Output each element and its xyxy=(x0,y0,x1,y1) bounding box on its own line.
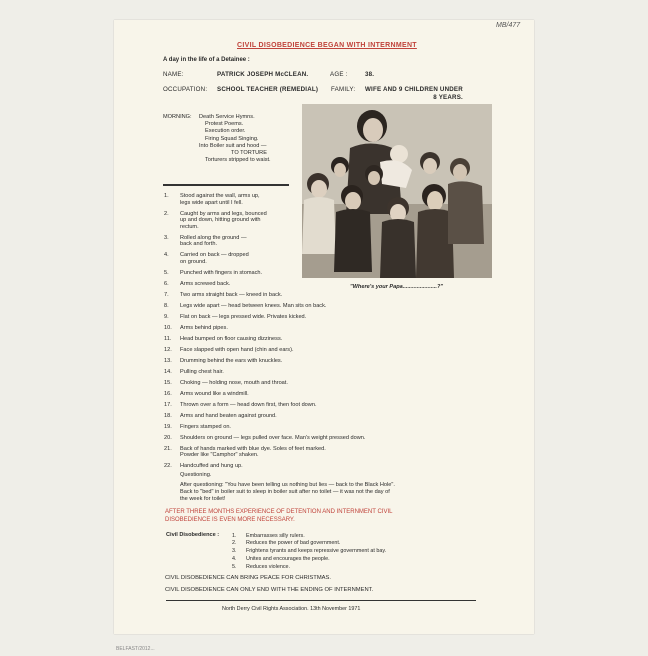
civil-disobedience-list xyxy=(232,532,386,571)
archive-reference: MB/477 xyxy=(496,22,521,29)
questioning-text: Questioning. xyxy=(180,471,212,478)
photo-caption: "Where's your Papa......................?" xyxy=(350,284,444,290)
list-item: 4. Carried on back — dropped on ground. xyxy=(164,252,249,265)
torture-list xyxy=(164,193,464,502)
occupation-label: OCCUPATION: xyxy=(163,86,208,93)
list-item: 11. Head bumped on floor causing dizziness. xyxy=(164,335,283,342)
footer-divider xyxy=(166,600,476,601)
family-value: WIFE AND 9 CHILDREN UNDER 8 YEARS. xyxy=(365,86,463,101)
list-item: 6. Arms screwed back. xyxy=(164,280,231,287)
list-item: 8. Legs wide apart — head between knees. Man sits on back. xyxy=(164,302,327,309)
list-item: 16. Arms wound like a windmill. xyxy=(164,390,249,397)
civil-item: 4. Unites and encourages the people. xyxy=(232,555,330,562)
end-line: CIVIL DISOBEDIENCE CAN ONLY END WITH THE ENDING OF INTERNMENT. xyxy=(165,587,374,593)
name-value: PATRICK JOSEPH McCLEAN. xyxy=(217,71,309,78)
civil-item: 3. Frightens tyrants and keeps repressive government at bay. xyxy=(232,547,387,554)
morning-line: Protest Poems. xyxy=(205,121,244,128)
list-item: 1. Stood against the wall, arms up, legs wide apart until I fell. xyxy=(164,193,260,206)
morning-list xyxy=(199,114,271,164)
list-item: 3. Rolled along the ground — back and forth. xyxy=(164,234,247,248)
list-item: 15. Choking — holding nose, mouth and throat. xyxy=(164,379,288,386)
list-item: 2. Caught by arms and legs, bounced up and down, hitting ground with rectum. xyxy=(164,210,267,230)
morning-line: Execution order. xyxy=(205,128,246,135)
list-item: 7. Two arms straight back — kneed in back. xyxy=(164,291,283,298)
red-statement: AFTER THREE MONTHS EXPERIENCE OF DETENTION AND INTERNMENT CIVIL DISOBEDIENCE IS EVEN MORE NECESSARY. xyxy=(165,509,393,523)
morning-line: Death Service Hymns. xyxy=(199,114,255,120)
list-item: 9. Flat on back — legs pressed wide. Privates kicked. xyxy=(164,313,307,320)
name-label: NAME: xyxy=(163,71,184,78)
section-divider xyxy=(163,184,289,186)
morning-label: MORNING: xyxy=(163,114,192,120)
list-item: 14. Pulling chest hair. xyxy=(164,368,224,375)
list-item: 5. Punched with fingers in stomach. xyxy=(164,269,263,276)
list-item: 22. Handcuffed and hung up. xyxy=(164,463,243,470)
morning-line: Into Boiler suit and hood — xyxy=(199,142,267,149)
civil-item: 5. Reduces violence. xyxy=(232,563,291,570)
civil-item: 2. Reduces the power of bad government. xyxy=(232,539,341,546)
document-title: CIVIL DISOBEDIENCE BEGAN WITH INTERNMENT xyxy=(237,42,417,49)
list-item: 21. Back of hands marked with blue dye. Soles of feet marked. Powder like "Camphor" shaken. xyxy=(164,445,326,459)
morning-line: TO TORTURE xyxy=(231,150,267,157)
list-item: 12. Face slapped with open hand (chin and ears). xyxy=(164,346,294,353)
archive-stamp: BELFAST/2012... xyxy=(116,646,155,652)
after-questioning-text: After questioning: "You have been telling us nothing but lies — back to the Black Hole". Back to "bed" in boiler suit to sleep in boiler suit after no toilet — it was not the day of the week for toilet! xyxy=(180,482,395,502)
peace-line: CIVIL DISOBEDIENCE CAN BRING PEACE FOR CHRISTMAS. xyxy=(165,575,331,581)
list-item: 17. Thrown over a form — head down first, then foot down. xyxy=(164,401,317,408)
morning-line: Firing Squad Singing. xyxy=(205,135,259,142)
morning-line: Torturers stripped to waist. xyxy=(205,157,271,164)
list-item: 18. Arms and hand beaten against ground. xyxy=(164,412,277,419)
age-label: AGE : xyxy=(330,71,348,78)
list-item: 13. Drumming behind the ears with knuckles. xyxy=(164,357,283,364)
list-item: 19. Fingers stamped on. xyxy=(164,423,231,430)
family-label: FAMILY: xyxy=(331,86,356,93)
occupation-value: SCHOOL TEACHER (REMEDIAL) xyxy=(217,86,319,93)
morning-section xyxy=(163,114,271,164)
age-value: 38. xyxy=(365,71,375,78)
list-item: 20. Shoulders on ground — legs pulled over face. Man's weight pressed down. xyxy=(164,434,366,441)
list-item: 10. Arms behind pipes. xyxy=(164,324,228,331)
civil-label: Civil Disobedience : xyxy=(166,532,220,538)
footer-text: North Derry Civil Rights Association. 13th November 1971 xyxy=(222,606,361,612)
civil-item: 1. Embarrasses silly rulers. xyxy=(232,533,305,539)
subtitle: A day in the life of a Detainee : xyxy=(163,57,250,63)
